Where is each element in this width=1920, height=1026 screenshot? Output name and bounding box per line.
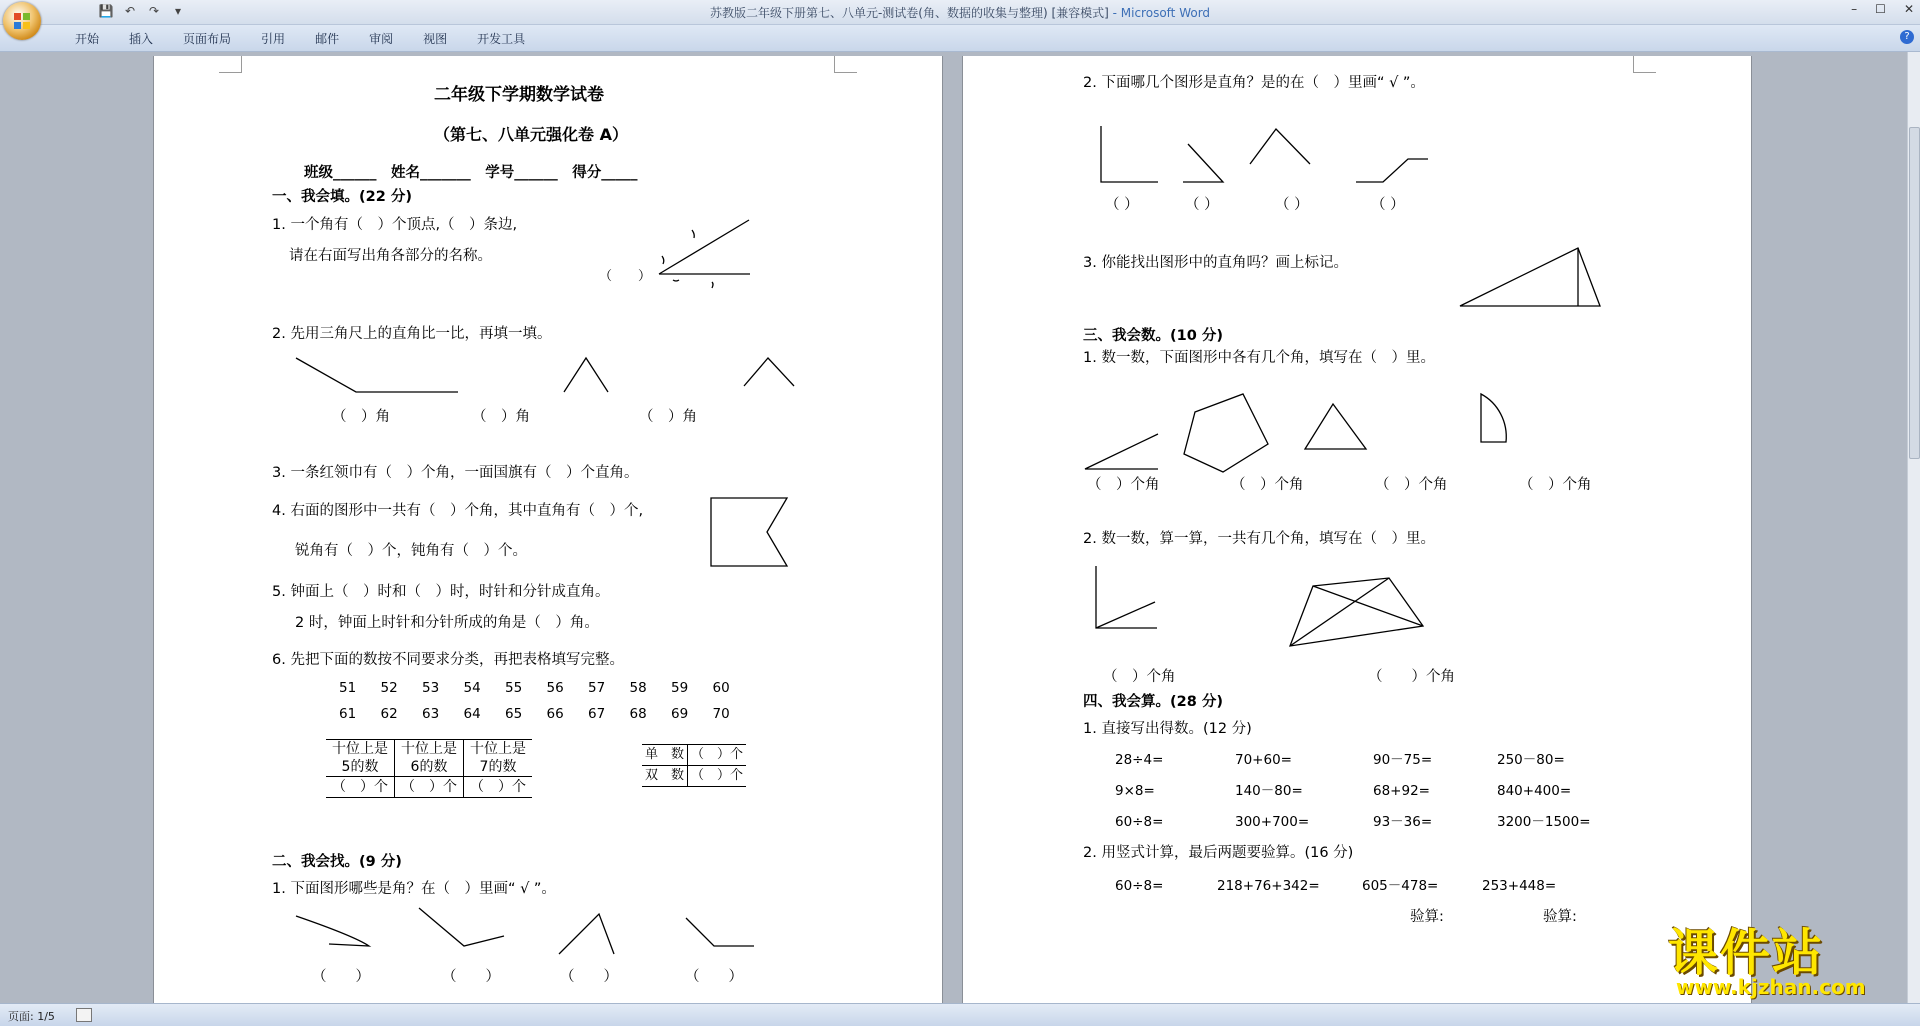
classification-table-tens: [326, 739, 532, 798]
close-button[interactable]: ✕: [1903, 2, 1914, 16]
tab-page-layout[interactable]: 页面布局: [183, 32, 232, 46]
ribbon: [0, 25, 1920, 52]
equation-cell: 60÷8=: [1115, 878, 1164, 894]
number-cell: 55: [505, 680, 523, 696]
s3-q1-answer-3: （ ）个角: [1375, 477, 1448, 493]
equation-cell: 60÷8=: [1115, 814, 1164, 830]
p2-q2-figures: [1098, 124, 1438, 190]
scroll-thumb[interactable]: [1909, 127, 1920, 459]
section-4-heading: 四、我会算。(28 分): [1083, 694, 1223, 710]
watermark-logo: [1668, 925, 1903, 1003]
proofing-icon[interactable]: [76, 1008, 92, 1022]
s3-q1-text: 1. 数一数，下面图形中各有几个角，填写在（ ）里。: [1083, 350, 1435, 366]
status-bar: [0, 1003, 1920, 1026]
save-icon[interactable]: 💾: [98, 4, 114, 18]
table-cell: 单 数: [642, 745, 688, 766]
tab-developer[interactable]: 开发工具: [477, 32, 526, 46]
number-cell: 67: [588, 706, 606, 722]
equation-cell: 68+92=: [1373, 783, 1430, 799]
q2-answer-1: （ ）角: [332, 409, 390, 425]
office-logo-icon: [13, 12, 31, 30]
q1-line-b: 请在右面写出角各部分的名称。: [289, 248, 492, 264]
page-count[interactable]: 页面: 1/5: [8, 1010, 55, 1023]
tab-review[interactable]: 审阅: [369, 32, 394, 46]
window-title: 苏教版二年级下册第七、八单元-测试卷(角、数据的收集与整理) [兼容模式] - Microsoft Word: [709, 6, 1211, 20]
q4-line-b: 锐角有（ ）个，钝角有（ ）个。: [295, 543, 527, 559]
q5-line-b: 2 时，钟面上时针和分针所成的角是（ ）角。: [295, 615, 599, 631]
equation-cell: 28÷4=: [1115, 752, 1164, 768]
number-cell: 70: [712, 706, 730, 722]
number-cell: 68: [629, 706, 647, 722]
table-cell: （ ）个: [688, 766, 747, 787]
number-cell: 65: [505, 706, 523, 722]
s3-q2-text: 2. 数一数，算一算，一共有几个角，填写在（ ）里。: [1083, 531, 1435, 547]
table-header-cell: 十位上是 5的数: [326, 740, 395, 777]
help-icon[interactable]: ?: [1900, 30, 1914, 44]
classification-table-parity: [642, 744, 746, 787]
q4-line-a: 4. 右面的图形中一共有（ ）个角，其中直角有（ ）个,: [272, 503, 644, 519]
table-cell: （ ）个: [326, 777, 395, 798]
number-cell: 59: [671, 680, 689, 696]
office-button[interactable]: [3, 2, 41, 40]
equation-cell: 140－80=: [1235, 783, 1303, 799]
p2-q3-text: 3. 你能找出图形中的直角吗？画上标记。: [1083, 255, 1348, 271]
number-cell: 60: [712, 680, 730, 696]
equation-cell: 93－36=: [1373, 814, 1433, 830]
equation-cell: 90－75=: [1373, 752, 1433, 768]
table-cell: （ ）个: [464, 777, 533, 798]
tab-mailings[interactable]: 邮件: [315, 32, 340, 46]
q3-text: 3. 一条红领巾有（ ）个角，一面国旗有（ ）个直角。: [272, 465, 639, 481]
p2-q2-answer-2: （ ）: [1185, 197, 1219, 213]
page-title: 二年级下学期数学试卷: [434, 85, 604, 105]
equation-cell: 250－80=: [1497, 752, 1565, 768]
number-cell: 51: [339, 680, 357, 696]
equation-cell: 605－478=: [1362, 878, 1439, 894]
number-cell: 69: [671, 706, 689, 722]
p2-q2-answer-3: （ ）: [1275, 197, 1309, 213]
header-fields: 班级______ 姓名_______ 学号______ 得分_____: [304, 165, 638, 181]
s4-q1-text: 1. 直接写出得数。(12 分): [1083, 721, 1252, 737]
angle-diagram: [654, 216, 754, 286]
q2-text: 2. 先用三角尺上的直角比一比，再填一填。: [272, 326, 552, 342]
number-cell: 57: [588, 680, 606, 696]
section-1-heading: 一、我会填。(22 分): [272, 189, 412, 205]
s4-q2-text: 2. 用竖式计算，最后两题要验算。(16 分): [1083, 845, 1354, 861]
s2-answer-3: （ ）: [560, 969, 618, 985]
customize-dropdown-icon[interactable]: ▾: [174, 4, 182, 18]
equation-cell: 840+400=: [1497, 783, 1572, 799]
q1-line-a: 1. 一个角有（ ）个顶点,（ ）条边,: [272, 217, 518, 233]
p2-q2-answer-4: （ ）: [1371, 197, 1405, 213]
s2-answer-1: （ ）: [312, 969, 370, 985]
s2-answer-4: （ ）: [685, 969, 743, 985]
angle-part-blank: （ ）: [599, 269, 652, 284]
number-cell: 63: [422, 706, 440, 722]
section-2-heading: 二、我会找。(9 分): [272, 854, 402, 870]
equation-cell: 218+76+342=: [1217, 878, 1320, 894]
table-cell: （ ）个: [395, 777, 464, 798]
s3-q2-answer-1: （ ）个角: [1103, 669, 1176, 685]
window-controls: [1851, 2, 1914, 16]
tab-insert[interactable]: 插入: [129, 32, 154, 46]
crop-mark: [1633, 56, 1656, 73]
number-cell: 66: [546, 706, 564, 722]
flag-shape: [709, 496, 789, 568]
equation-cell: 70+60=: [1235, 752, 1292, 768]
q2-answer-2: （ ）角: [472, 409, 530, 425]
check-label-1: 验算:: [1410, 909, 1444, 925]
page-2: [962, 56, 1752, 1003]
title-bar: [0, 0, 1920, 25]
p2-q2-text: 2. 下面哪几个图形是直角？是的在（ ）里画“ √ ”。: [1083, 75, 1425, 91]
equation-cell: 3200－1500=: [1497, 814, 1591, 830]
q2-angles: [294, 356, 794, 396]
s3-q2-figures: [1093, 564, 1493, 654]
watermark-url: www.kjzhan.com: [1676, 975, 1866, 999]
table-cell: （ ）个: [688, 745, 747, 766]
number-cell: 54: [463, 680, 481, 696]
table-cell: 双 数: [642, 766, 688, 787]
number-cell: 53: [422, 680, 440, 696]
p2-q2-answer-1: （ ）: [1105, 197, 1139, 213]
number-cell: 62: [380, 706, 398, 722]
s3-q1-figures: [1083, 374, 1603, 474]
s2-answer-2: （ ）: [442, 969, 500, 985]
equation-cell: 253+448=: [1482, 878, 1557, 894]
equation-cell: 9×8=: [1115, 783, 1155, 799]
q6-text: 6. 先把下面的数按不同要求分类，再把表格填写完整。: [272, 652, 624, 668]
crop-mark: [219, 56, 242, 73]
number-cell: 56: [546, 680, 564, 696]
check-label-2: 验算:: [1543, 909, 1577, 925]
right-triangle-figure: [1458, 246, 1618, 310]
s3-q2-answer-2: （ ）个角: [1368, 669, 1455, 685]
page-subtitle: （第七、八单元强化卷 A）: [434, 125, 628, 144]
number-cell: 61: [339, 706, 357, 722]
tab-references[interactable]: 引用: [261, 32, 286, 46]
tab-view[interactable]: 视图: [423, 32, 448, 46]
minimize-button[interactable]: –: [1851, 2, 1858, 16]
number-cell: 52: [380, 680, 398, 696]
maximize-button[interactable]: ☐: [1875, 2, 1886, 16]
q5-line-a: 5. 钟面上（ ）时和（ ）时，时针和分针成直角。: [272, 584, 610, 600]
undo-icon[interactable]: ↶: [124, 4, 136, 18]
redo-icon[interactable]: ↷: [148, 4, 160, 18]
equation-cell: 300+700=: [1235, 814, 1310, 830]
watermark-name: 课件站: [1668, 924, 1824, 982]
crop-mark: [834, 56, 857, 73]
tab-home[interactable]: 开始: [75, 32, 100, 46]
s3-q1-answer-4: （ ）个角: [1519, 477, 1592, 493]
s3-q1-answer-1: （ ）个角: [1087, 477, 1160, 493]
number-cell: 64: [463, 706, 481, 722]
vertical-scrollbar[interactable]: [1907, 52, 1920, 1003]
number-cell: 58: [629, 680, 647, 696]
section-3-heading: 三、我会数。(10 分): [1083, 328, 1223, 344]
s2-angle-figures: [294, 906, 774, 976]
page-1: [153, 56, 943, 1003]
table-header-cell: 十位上是 7的数: [464, 740, 533, 777]
s3-q1-answer-2: （ ）个角: [1231, 477, 1304, 493]
table-header-cell: 十位上是 6的数: [395, 740, 464, 777]
s2-q1-text: 1. 下面图形哪些是角？在（ ）里画“ √ ”。: [272, 881, 556, 897]
q2-answer-3: （ ）角: [639, 409, 697, 425]
